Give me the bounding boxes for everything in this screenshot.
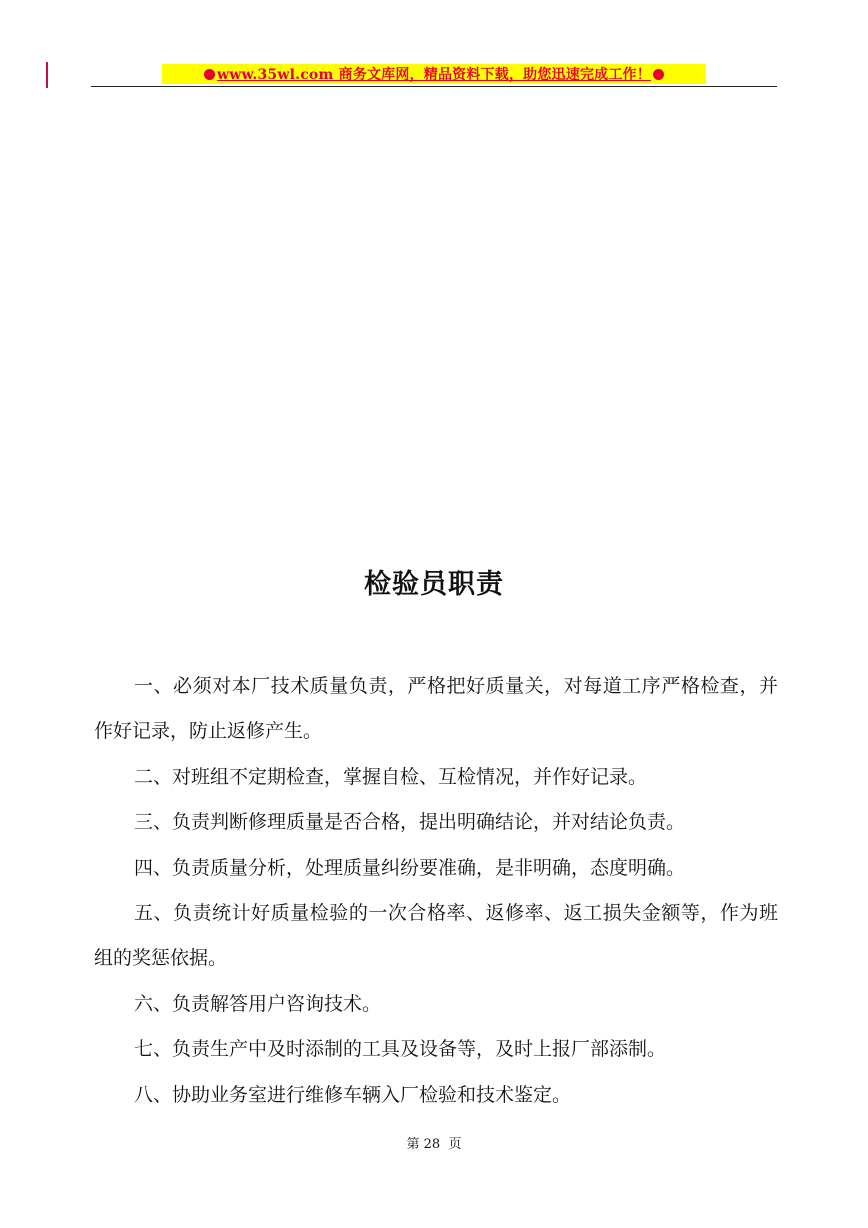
duty-item-1: 一、必须对本厂技术质量负责，严格把好质量关，对每道工序严格检查，并作好记录，防止返修产生。	[94, 675, 778, 743]
duty-item-4: 四、负责质量分析，处理质量纠纷要准确，是非明确，态度明确。	[134, 856, 686, 879]
page-number: 第 28 页	[406, 1137, 462, 1152]
red-dot-icon	[204, 69, 215, 80]
margin-marker	[46, 62, 48, 88]
duty-item-7: 七、负责生产中及时添制的工具及设备等，及时上报厂部添制。	[134, 1038, 667, 1061]
duty-item-5: 五、负责统计好质量检验的一次合格率、返修率、返工损失金额等，作为班组的奖惩依据。	[94, 902, 778, 970]
document-title: 检验员职责	[364, 569, 504, 600]
header-rule	[91, 86, 777, 87]
red-dot-icon	[653, 69, 664, 80]
duty-item-3: 三、负责判断修理质量是否合格，提出明确结论，并对结论负责。	[134, 811, 686, 834]
document-body	[94, 664, 778, 1118]
header-banner[interactable]	[162, 64, 706, 84]
duty-item-6: 六、负责解答用户咨询技术。	[134, 992, 382, 1015]
duty-item-8: 八、协助业务室进行维修车辆入厂检验和技术鉴定。	[134, 1083, 572, 1106]
duty-item-2: 二、对班组不定期检查，掌握自检、互检情况，并作好记录。	[134, 765, 648, 788]
banner-link[interactable]: www.35wl.com 商务文库网，精品资料下载，助您迅速完成工作！	[217, 67, 651, 83]
